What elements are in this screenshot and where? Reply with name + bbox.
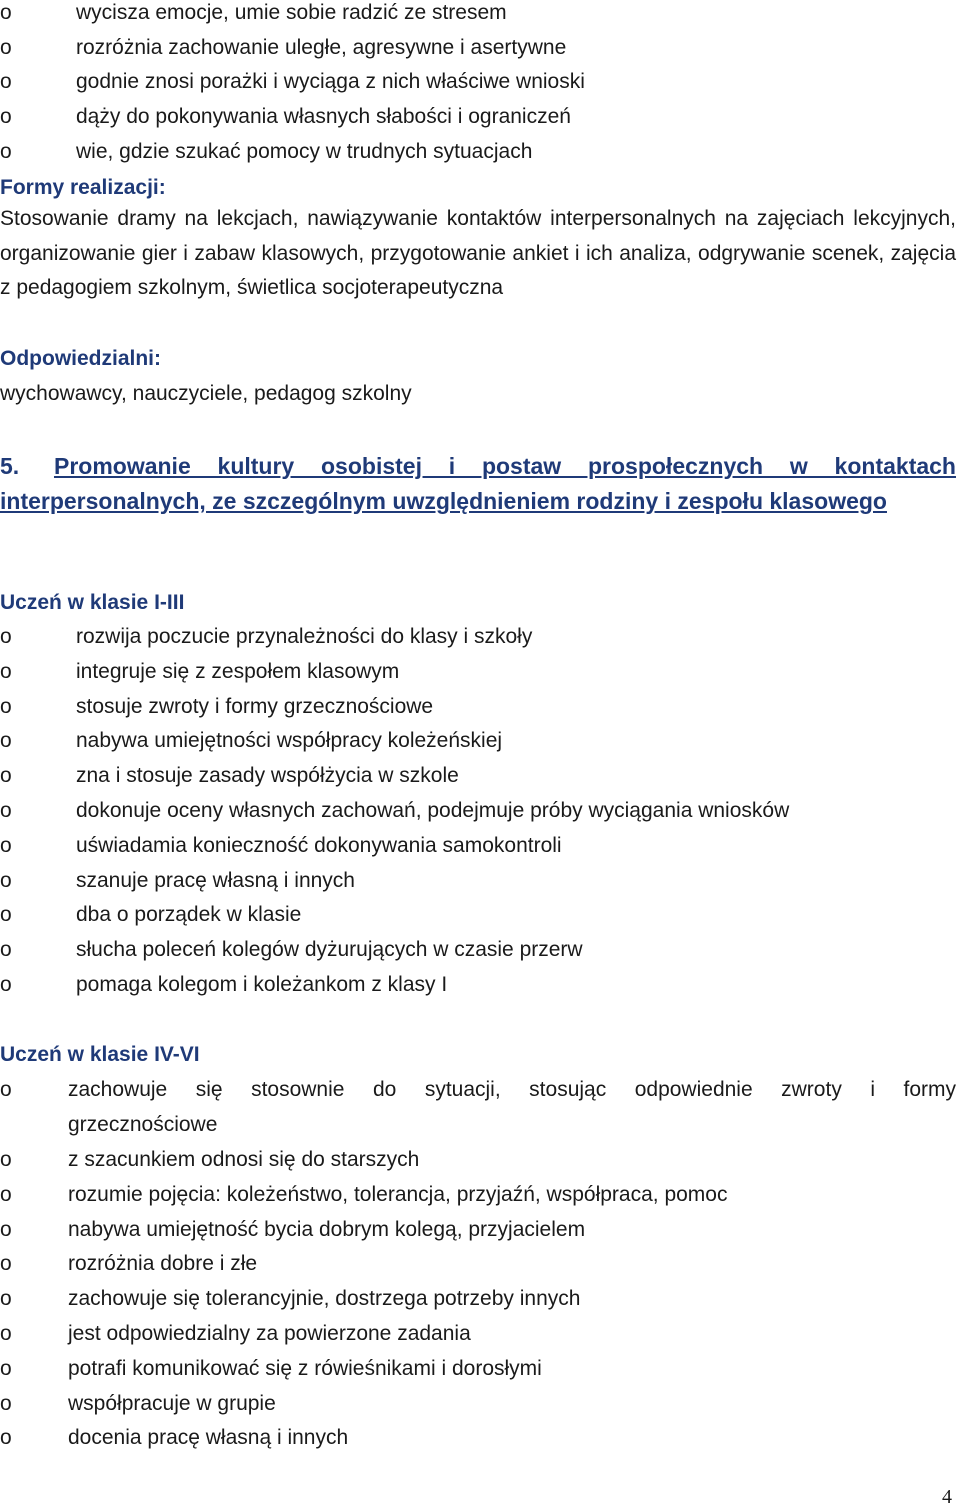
bullet-marker: o [0, 973, 12, 996]
bullet-marker: o [0, 1322, 12, 1345]
formy-heading: Formy realizacji: [0, 176, 166, 199]
bullet-marker: o [0, 139, 12, 163]
list-item-continuation: grzecznościowe [68, 1113, 218, 1136]
bullet-marker: o [0, 625, 12, 648]
list-item-text: zachowuje się stosownie do sytuacji, stosując odpowiednie zwroty i formy [68, 1078, 956, 1101]
bullet-marker: o [0, 764, 12, 788]
bullet-marker: o [0, 1356, 12, 1380]
bullet-marker: o [0, 105, 12, 129]
list-item-text: rozróżnia zachowanie uległe, agresywne i asertywne [76, 35, 567, 59]
list-item-text: nabywa umiejętność bycia dobrym kolegą, przyjacielem [68, 1217, 586, 1241]
section-number: 5. [0, 453, 20, 479]
list-item-text: integruje się z zespołem klasowym [76, 659, 400, 683]
list-item-text: godnie znosi porażki i wyciąga z nich właściwe wnioski [76, 70, 585, 94]
odpowiedzialni-text: wychowawcy, nauczyciele, pedagog szkolny [0, 382, 412, 405]
bullet-marker: o [0, 1252, 12, 1276]
list-item-text: stosuje zwroty i formy grzecznościowe [76, 694, 434, 718]
list-item-text: wycisza emocje, umie sobie radzić ze stresem [76, 1, 507, 24]
list-item-text: zna i stosuje zasady współżycia w szkole [76, 764, 459, 788]
klasa-1-3-heading: Uczeń w klasie I-III [0, 591, 185, 614]
bullet-marker: o [0, 694, 12, 718]
list-item-text: uświadamia konieczność dokonywania samokontroli [76, 833, 562, 857]
list-item-text: rozwija poczucie przynależności do klasy i szkoły [76, 625, 533, 648]
page-number: 4 [942, 1486, 952, 1508]
bullet-marker: o [0, 1426, 12, 1450]
bullet-marker: o [0, 1391, 12, 1415]
list-item-text: jest odpowiedzialny za powierzone zadania [68, 1322, 471, 1345]
list-item-text: nabywa umiejętności współpracy koleżeńskiej [76, 729, 503, 753]
bullet-marker: o [0, 659, 12, 683]
list-item-text: zachowuje się tolerancyjnie, dostrzega potrzeby innych [68, 1287, 581, 1311]
bullet-marker: o [0, 1182, 12, 1206]
list-item-text: szanuje pracę własną i innych [76, 868, 355, 892]
bullet-marker: o [0, 1148, 12, 1171]
list-item-text: z szacunkiem odnosi się do starszych [68, 1148, 420, 1171]
list-item-text: rozumie pojęcia: koleżeństwo, tolerancja, przyjaźń, współpraca, pomoc [68, 1182, 728, 1206]
odpowiedzialni-heading: Odpowiedzialni: [0, 347, 161, 370]
list-item-text: wie, gdzie szukać pomocy w trudnych sytuacjach [76, 139, 533, 163]
bullet-marker: o [0, 938, 12, 962]
list-item-text: słucha poleceń kolegów dyżurujących w czasie przerw [76, 938, 583, 962]
bullet-marker: o [0, 903, 12, 927]
bullet-marker: o [0, 1, 12, 24]
list-item-text: współpracuje w grupie [68, 1391, 276, 1415]
bullet-marker: o [0, 1078, 12, 1101]
bullet-marker: o [0, 868, 12, 892]
bullet-marker: o [0, 729, 12, 753]
bullet-marker: o [0, 833, 12, 857]
bullet-marker: o [0, 1217, 12, 1241]
list-item-text: rozróżnia dobre i złe [68, 1252, 258, 1276]
list-item-text: dokonuje oceny własnych zachowań, podejmuje próby wyciągania wniosków [76, 799, 790, 822]
section-title-text: Promowanie kultury osobistej i postaw prospołecznych w kontaktach interpersonalnych, ze szczególnym uwzględnieniem rodziny i zespołu klasowego [0, 453, 956, 514]
bullet-marker: o [0, 70, 12, 94]
list-item-text: potrafi komunikować się z rówieśnikami i dorosłymi [68, 1356, 542, 1380]
list-item-text: docenia pracę własną i innych [68, 1426, 349, 1450]
formy-text: Stosowanie dramy na lekcjach, nawiązywanie kontaktów interpersonalnych na zajęciach lekcyjnych, organizowanie gier i zabaw klasowych, przygotowanie ankiet i ich analiza, odgrywanie scenek, zajęcia z pedagogiem szkolnym, świetlica socjoterapeutyczna [0, 207, 956, 300]
list-item-text: dba o porządek w klasie [76, 903, 302, 927]
bullet-marker: o [0, 799, 12, 822]
klasa-4-6-heading: Uczeń w klasie IV-VI [0, 1043, 200, 1066]
bullet-marker: o [0, 35, 12, 59]
list-item-text: dąży do pokonywania własnych słabości i ograniczeń [76, 105, 571, 129]
bullet-marker: o [0, 1287, 12, 1311]
section-5-title [0, 449, 956, 519]
list-item-text: pomaga kolegom i koleżankom z klasy I [76, 973, 448, 996]
